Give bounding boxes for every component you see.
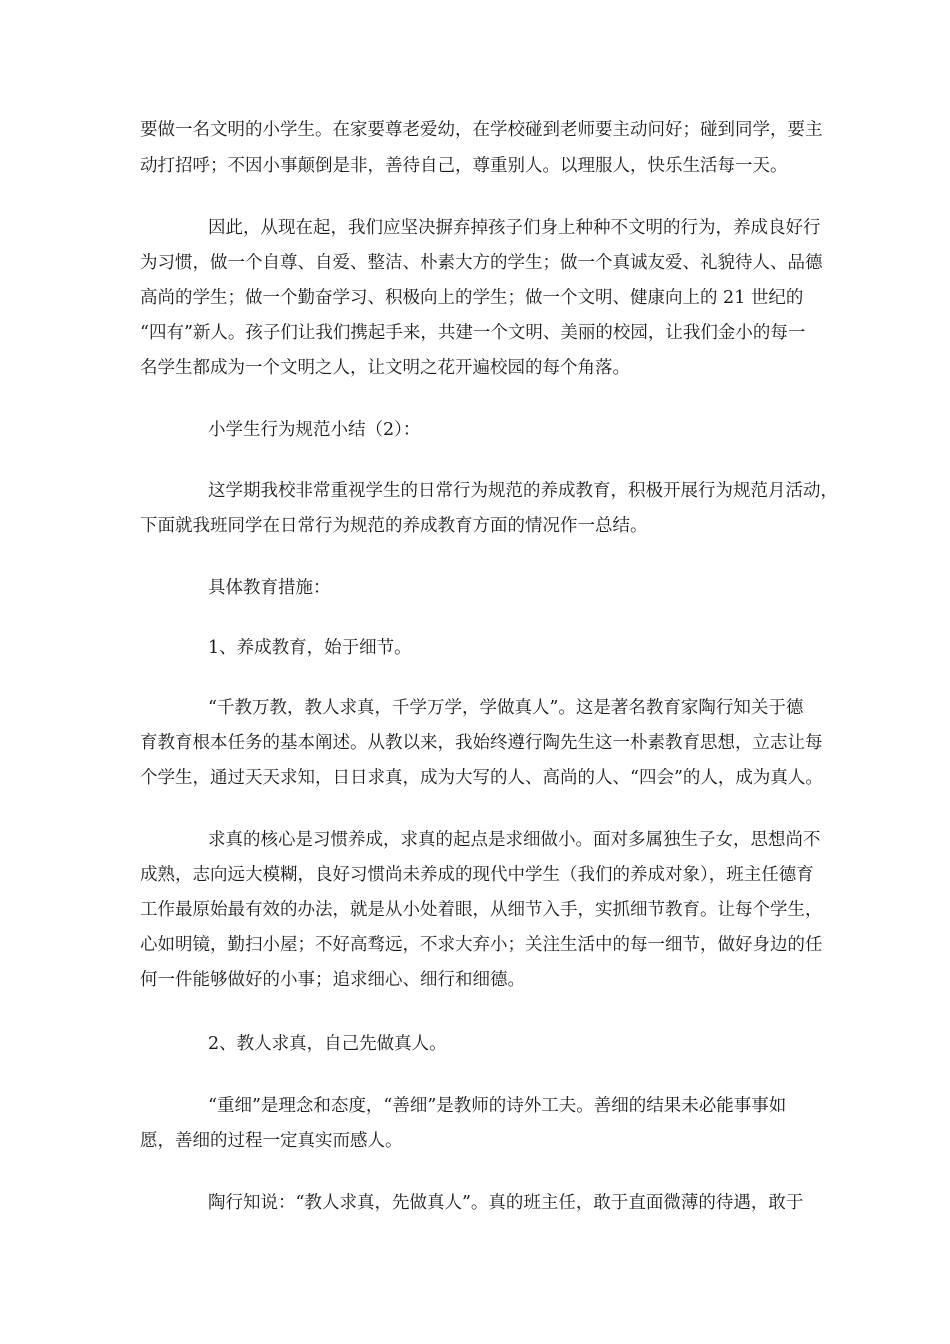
paragraph-4-line-1: 这学期我校非常重视学生的日常行为规范的养成教育，积极开展行为规范月活动， [208,481,838,501]
paragraph-10-line-1: “重细”是理念和态度，“善细”是教师的诗外工夫。善细的结果未必能事事如 [208,1096,787,1116]
paragraph-11-line-1: 陶行知说：“教人求真，先做真人”。真的班主任，敢于直面微薄的待遇，敢于 [208,1193,804,1213]
paragraph-1-line-2: 动打招呼；不因小事颠倒是非，善待自己，尊重别人。以理服人，快乐生活每一天。 [140,156,788,176]
paragraph-8-line-4: 心如明镜，勤扫小屋；不好高骛远，不求大弃小；关注生活中的每一细节，做好身边的任 [140,935,823,955]
paragraph-2-line-3: 高尚的学生；做一个勤奋学习、积极向上的学生；做一个文明、健康向上的 21 世纪的 [140,288,804,308]
measures-heading: 具体教育措施： [208,578,331,598]
paragraph-4-line-2: 下面就我班同学在日常行为规范的养成教育方面的情况作一总结。 [140,516,648,536]
item-1-heading: 1、养成教育，始于细节。 [208,638,412,658]
paragraph-7-line-3: 个学生，通过天天求知，日日求真，成为大写的人、高尚的人、“四会”的人，成为真人。 [140,768,823,788]
paragraph-2-line-5: 名学生都成为一个文明之人，让文明之花开遍校园的每个角落。 [140,358,630,378]
paragraph-8-line-1: 求真的核心是习惯养成，求真的起点是求细做小。面对多属独生子女，思想尚不 [208,830,821,850]
paragraph-8-line-2: 成熟，志向远大模糊，良好习惯尚未养成的现代中学生（我们的养成对象），班主任德育 [140,865,814,885]
paragraph-8-line-3: 工作最原始最有效的办法，就是从小处着眼，从细节入手，实抓细节教育。让每个学生， [140,900,823,920]
item-2-heading: 2、教人求真，自己先做真人。 [208,1034,447,1054]
paragraph-2-line-4: “四有”新人。孩子们让我们携起手来，共建一个文明、美丽的校园，让我们金小的每一 [140,323,806,343]
paragraph-7-line-1: “千教万教，教人求真，千学万学，学做真人”。这是著名教育家陶行知关于德 [208,698,804,718]
paragraph-7-line-2: 育教育根本任务的基本阐述。从教以来，我始终遵行陶先生这一朴素教育思想，立志让每 [140,733,823,753]
paragraph-2-line-2: 为习惯，做一个自尊、自爱、整洁、朴素大方的学生；做一个真诚友爱、礼貌待人、品德 [140,253,823,273]
paragraph-2-line-1: 因此，从现在起，我们应坚决摒弃掉孩子们身上种种不文明的行为，养成良好行 [208,218,821,238]
paragraph-1-line-1: 要做一名文明的小学生。在家要尊老爱幼，在学校碰到老师要主动问好；碰到同学，要主 [140,120,823,140]
paragraph-10-line-2: 愿，善细的过程一定真实而感人。 [140,1131,403,1151]
section-heading: 小学生行为规范小结（2）： [208,420,421,440]
paragraph-8-line-5: 何一件能够做好的小事；追求细心、细行和细德。 [140,970,525,990]
